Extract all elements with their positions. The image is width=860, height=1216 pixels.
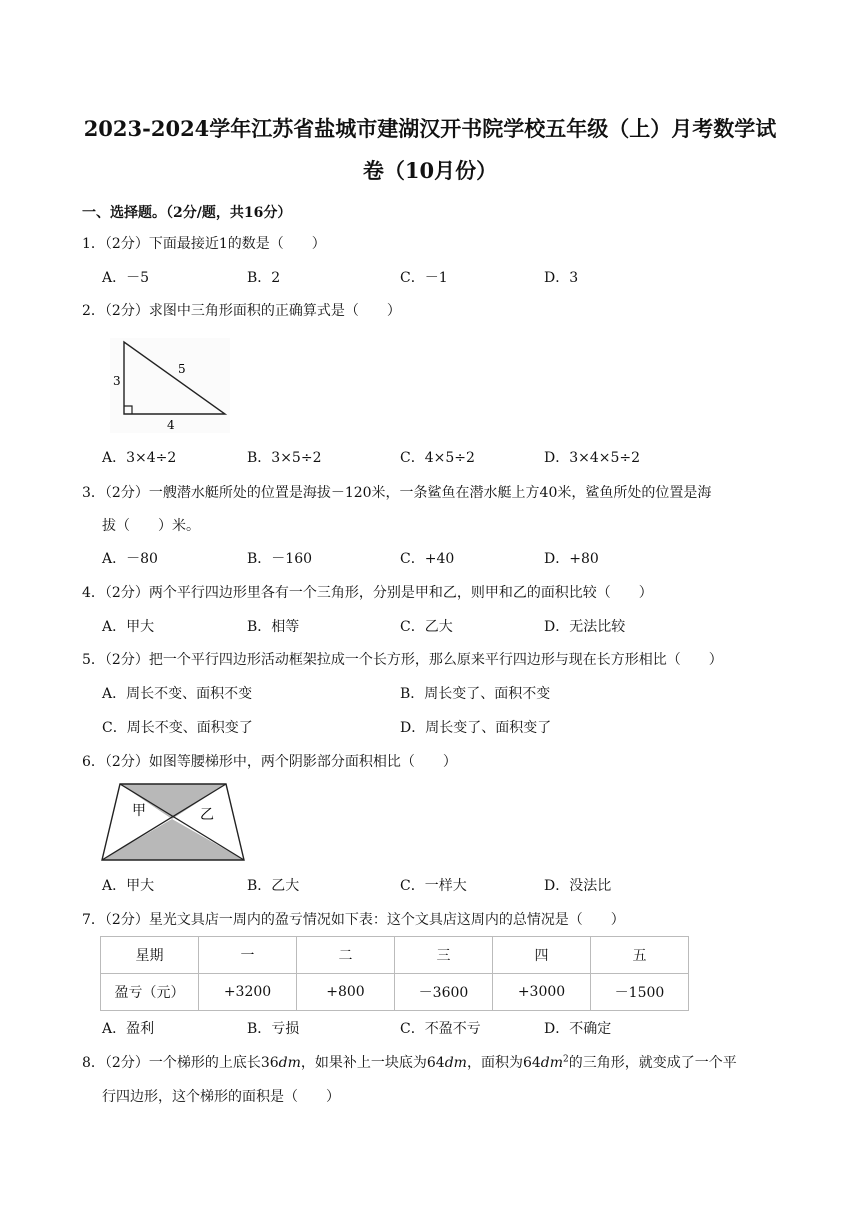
q6-option-c: C．一样大 bbox=[400, 878, 467, 894]
q1-option-b: B．2 bbox=[247, 270, 281, 286]
table-cell: 五 bbox=[591, 937, 689, 974]
q5-option-c: C．周长不变、面积变了 bbox=[102, 720, 253, 736]
q4-option-c: C．乙大 bbox=[400, 619, 453, 635]
q2-option-a: A．3×4÷2 bbox=[102, 450, 177, 466]
q2-option-b: B．3×5÷2 bbox=[247, 450, 322, 466]
q7-option-a: A．盈利 bbox=[102, 1021, 155, 1037]
triangle-label-left: 3 bbox=[113, 374, 121, 388]
table-cell: 二 bbox=[297, 937, 395, 974]
question-5-stem: 5．（2分）把一个平行四边形活动框架拉成一个长方形，那么原来平行四边形与现在长方形相比（ ） bbox=[82, 652, 723, 668]
right-triangle-figure bbox=[110, 338, 230, 433]
question-8-stem-cont: 行四边形，这个梯形的面积是（ ） bbox=[102, 1089, 340, 1105]
q2-option-c: C．4×5÷2 bbox=[400, 450, 475, 466]
q3-option-c: C．+40 bbox=[400, 551, 455, 567]
question-2-stem: 2．（2分）求图中三角形面积的正确算式是（ ） bbox=[82, 303, 401, 319]
table-row-amount bbox=[101, 974, 689, 1011]
q5-option-b: B．周长变了、面积不变 bbox=[400, 686, 551, 702]
table-row-weekday bbox=[101, 937, 689, 974]
q7-option-b: B．亏损 bbox=[247, 1021, 300, 1037]
q3-option-a: A．－80 bbox=[102, 551, 158, 567]
q6-option-d: D．没法比 bbox=[544, 878, 612, 894]
q6-option-a: A．甲大 bbox=[102, 878, 155, 894]
q7-option-d: D．不确定 bbox=[544, 1021, 612, 1037]
table-cell: 星期 bbox=[101, 937, 199, 974]
q2-option-d: D．3×4×5÷2 bbox=[544, 450, 641, 466]
question-1-stem: 1．（2分）下面最接近1的数是（ ） bbox=[82, 236, 326, 252]
table-cell: 一 bbox=[199, 937, 297, 974]
triangle-label-bottom: 4 bbox=[167, 418, 175, 432]
q7-option-c: C．不盈不亏 bbox=[400, 1021, 481, 1037]
question-4-stem: 4．（2分）两个平行四边形里各有一个三角形，分别是甲和乙，则甲和乙的面积比较（ ） bbox=[82, 585, 653, 601]
trapezoid-label-yi: 乙 bbox=[200, 807, 214, 823]
document-title-line1: 2023-2024学年江苏省盐城市建湖汉开书院学校五年级（上）月考数学试 bbox=[83, 116, 777, 141]
q3-option-b: B．－160 bbox=[247, 551, 313, 567]
question-7-stem: 7．（2分）星光文具店一周内的盈亏情况如下表：这个文具店这周内的总情况是（ ） bbox=[82, 912, 625, 928]
table-cell: －3600 bbox=[395, 974, 493, 1011]
profit-loss-table bbox=[100, 936, 689, 1011]
q1-option-a: A．－5 bbox=[102, 270, 150, 286]
question-6-stem: 6．（2分）如图等腰梯形中，两个阴影部分面积相比（ ） bbox=[82, 754, 457, 770]
table-cell: 盈亏（元） bbox=[101, 974, 199, 1011]
q4-option-b: B．相等 bbox=[247, 619, 300, 635]
table-cell: 四 bbox=[493, 937, 591, 974]
table-cell: +800 bbox=[297, 974, 395, 1011]
table-cell: －1500 bbox=[591, 974, 689, 1011]
q1-option-c: C．－1 bbox=[400, 270, 448, 286]
question-3-stem: 3．（2分）一艘潜水艇所处的位置是海拔－120米，一条鲨鱼在潜水艇上方40米，鲨鱼所处的位置是海 bbox=[82, 485, 712, 501]
q5-option-d: D．周长变了、面积变了 bbox=[400, 720, 552, 736]
q3-option-d: D．+80 bbox=[544, 551, 599, 567]
question-3-stem-cont: 拔（ ）米。 bbox=[102, 518, 200, 534]
triangle-label-hyp: 5 bbox=[178, 362, 186, 376]
table-cell: 三 bbox=[395, 937, 493, 974]
q6-option-b: B．乙大 bbox=[247, 878, 300, 894]
q4-option-d: D．无法比较 bbox=[544, 619, 626, 635]
trapezoid-figure bbox=[100, 782, 246, 862]
section-heading: 一、选择题。（2分/题，共16分） bbox=[82, 205, 292, 221]
q5-option-a: A．周长不变、面积不变 bbox=[102, 686, 253, 702]
document-title-line2: 卷（10月份） bbox=[362, 158, 498, 183]
q4-option-a: A．甲大 bbox=[102, 619, 155, 635]
trapezoid-label-jia: 甲 bbox=[132, 803, 146, 819]
table-cell: +3200 bbox=[199, 974, 297, 1011]
q1-option-d: D．3 bbox=[544, 270, 579, 286]
table-cell: +3000 bbox=[493, 974, 591, 1011]
question-8-stem: 8．（2分）一个梯形的上底长36dm，如果补上一块底为64dm，面积为$64dm^2$的三角形，就变成了一个平 bbox=[82, 1054, 737, 1071]
